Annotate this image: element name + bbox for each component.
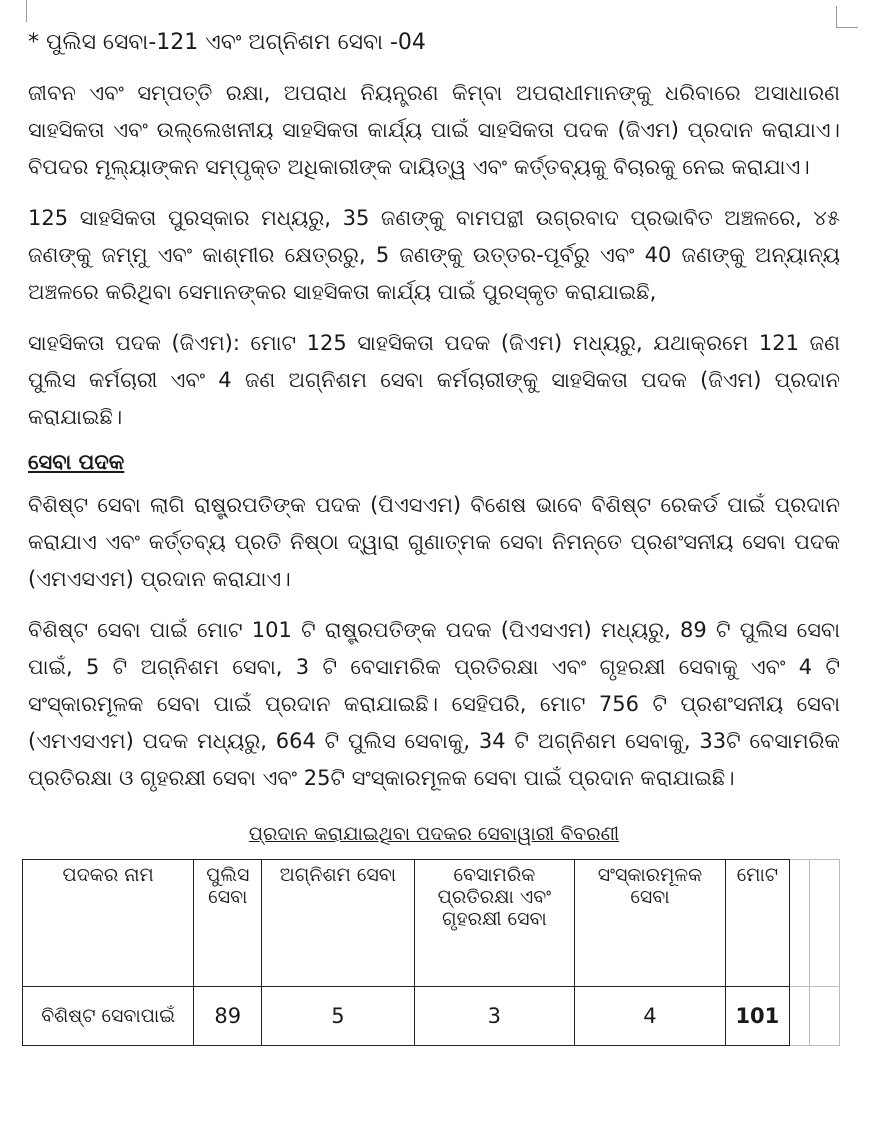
section-title-service-medal: ସେବା ପଦକ — [28, 450, 125, 474]
extra-cell-1 — [790, 987, 810, 1046]
cell-total: 101 — [725, 987, 789, 1046]
cell-police-service: 89 — [194, 987, 262, 1046]
table-caption: ପ୍ରଦାନ କରାଯାଇଥିବା ପଦକର ସେବାୱାରୀ ବିବରଣୀ — [248, 823, 620, 845]
paragraph-service-medal-intro: ବିଶିଷ୍ଟ ସେବା ଲାଗି ରାଷ୍ଟ୍ରପତିଙ୍କ ପଦକ (ପିଏସଏମ) ବିଶେଷ ଭାବେ ବିଶିଷ୍ଟ ରେକର୍ଡ ପାଇଁ ପ୍ରଦାନ କରାଯାଏ ଏବଂ କର୍ତ୍ତବ୍ୟ ପ୍ରତି ନିଷ୍ଠା ଦ୍ୱାରା ଗୁଣାତ୍ମକ ସେବା ନିମନ୍ତେ ପ୍ରଶଂସନୀୟ ସେବା ପଦକ (ଏମଏସଏମ) ପ୍ରଦାନ କରାଯାଏ। — [28, 493, 840, 591]
extra-column-2 — [810, 860, 840, 987]
paragraph-gallantry-intro: ଜୀବନ ଏବଂ ସମ୍ପତ୍ତି ରକ୍ଷା, ଅପରାଧ ନିୟନ୍ତ୍ରଣ କିମ୍ବା ଅପରାଧୀମାନଙ୍କୁ ଧରିବାରେ ଅସାଧାରଣ ସାହସିକତା ଏବଂ ଉଲ୍ଲେଖନୀୟ ସାହସିକତା କାର୍ଯ୍ୟ ପାଇଁ ସାହସିକତା ପଦକ (ଜିଏମ) ପ୍ରଦାନ କରାଯାଏ। ବିପଦର ମୂଲ୍ୟାଙ୍କନ ସମ୍ପୃକ୍ତ ଅଧିକାରୀଙ୍କ ଦାୟିତ୍ୱ ଏବଂ କର୍ତ୍ତବ୍ୟକୁ ବିଚାରକୁ ନେଇ କରାଯାଏ। — [28, 81, 840, 179]
corner-crop-mark-right-vertical — [836, 6, 837, 28]
header-civil-defence: ବେସାମରିକ ପ୍ରତିରକ୍ଷା ଏବଂ ଗୃହରକ୍ଷୀ ସେବା — [414, 860, 575, 987]
medal-table — [22, 859, 840, 1046]
corner-crop-mark-left-vertical — [26, 0, 27, 22]
table-row — [23, 987, 840, 1046]
table-header-row — [23, 860, 840, 987]
header-police-service: ପୁଲିସ ସେବା — [194, 860, 262, 987]
cell-civil-defence: 3 — [414, 987, 575, 1046]
document-page — [28, 26, 840, 1046]
paragraph-gallantry-regions: 125 ସାହସିକତା ପୁରସ୍କାର ମଧ୍ୟରୁ, 35 ଜଣଙ୍କୁ ବାମପନ୍ଥୀ ଉଗ୍ରବାଦ ପ୍ରଭାବିତ ଅଞ୍ଚଳରେ, ୪୫ ଜଣଙ୍କୁ ଜମ୍ମୁ ଏବଂ କାଶ୍ମୀର କ୍ଷେତ୍ରରୁ, 5 ଜଣଙ୍କୁ ଉତ୍ତର-ପୂର୍ବରୁ ଏବଂ 40 ଜଣଙ୍କୁ ଅନ୍ୟାନ୍ୟ ଅଞ୍ଚଳରେ କରିଥିବା ସେମାନଙ୍କର ସାହସିକତା କାର୍ଯ୍ୟ ପାଇଁ ପୁରସ୍କୃତ କରାଯାଇଛି, — [28, 206, 840, 304]
paragraph-service-medal-counts: ବିଶିଷ୍ଟ ସେବା ପାଇଁ ମୋଟ 101 ଟି ରାଷ୍ଟ୍ରପତିଙ୍କ ପଦକ (ପିଏସଏମ) ମଧ୍ୟରୁ, 89 ଟି ପୁଲିସ ସେବା ପାଇଁ, 5 ଟି ଅଗ୍ନିଶମ ସେବା, 3 ଟି ବେସାମରିକ ପ୍ରତିରକ୍ଷା ଏବଂ ଗୃହରକ୍ଷୀ ସେବାକୁ ଏବଂ 4 ଟି ସଂସ୍କାରମୂଳକ ସେବା ପାଇଁ ପ୍ରଦାନ କରାଯାଇଛି। ସେହିପରି, ମୋଟ 756 ଟି ପ୍ରଶଂସନୀୟ ସେବା (ଏମଏସଏମ) ପଦକ ମଧ୍ୟରୁ, 664 ଟି ପୁଲିସ ସେବାକୁ, 34 ଟି ଅଗ୍ନିଶମ ସେବାକୁ, 33ଟି ବେସାମରିକ ପ୍ରତିରକ୍ଷା ଓ ଗୃହରକ୍ଷୀ ସେବା ଏବଂ 25ଟି ସଂସ୍କାରମୂଳକ ସେବା ପାଇଁ ପ୍ରଦାନ କରାଯାଇଛି। — [28, 618, 840, 790]
header-correctional-service: ସଂସ୍କାରମୂଳକ ସେବା — [575, 860, 726, 987]
cell-medal-name: ବିଶିଷ୍ଟ ସେବାପାଇଁ — [23, 987, 194, 1046]
extra-cell-2 — [810, 987, 840, 1046]
paragraph-gallantry-medal: ସାହସିକତା ପଦକ (ଜିଏମ): ମୋଟ 125 ସାହସିକତା ପଦକ (ଜିଏମ) ମଧ୍ୟରୁ, ଯଥାକ୍ରମେ 121 ଜଣ ପୁଲିସ କର୍ମଚାରୀ ଏବଂ 4 ଜଣ ଅଗ୍ନିଶମ ସେବା କର୍ମଚାରୀଙ୍କୁ ସାହସିକତା ପଦକ (ଜିଏମ) ପ୍ରଦାନ କରାଯାଇଛି। — [28, 331, 840, 429]
cell-correctional-service: 4 — [575, 987, 726, 1046]
bullet-heading: * ପୁଲିସ ସେବା-121 ଏବଂ ଅଗ୍ନିଶମ ସେବା -04 — [28, 30, 426, 55]
header-medal-name: ପଦକର ନାମ — [23, 860, 194, 987]
header-fire-service: ଅଗ୍ନିଶମ ସେବା — [262, 860, 414, 987]
extra-column-1 — [790, 860, 810, 987]
header-total: ମୋଟ — [725, 860, 789, 987]
cell-fire-service: 5 — [262, 987, 414, 1046]
